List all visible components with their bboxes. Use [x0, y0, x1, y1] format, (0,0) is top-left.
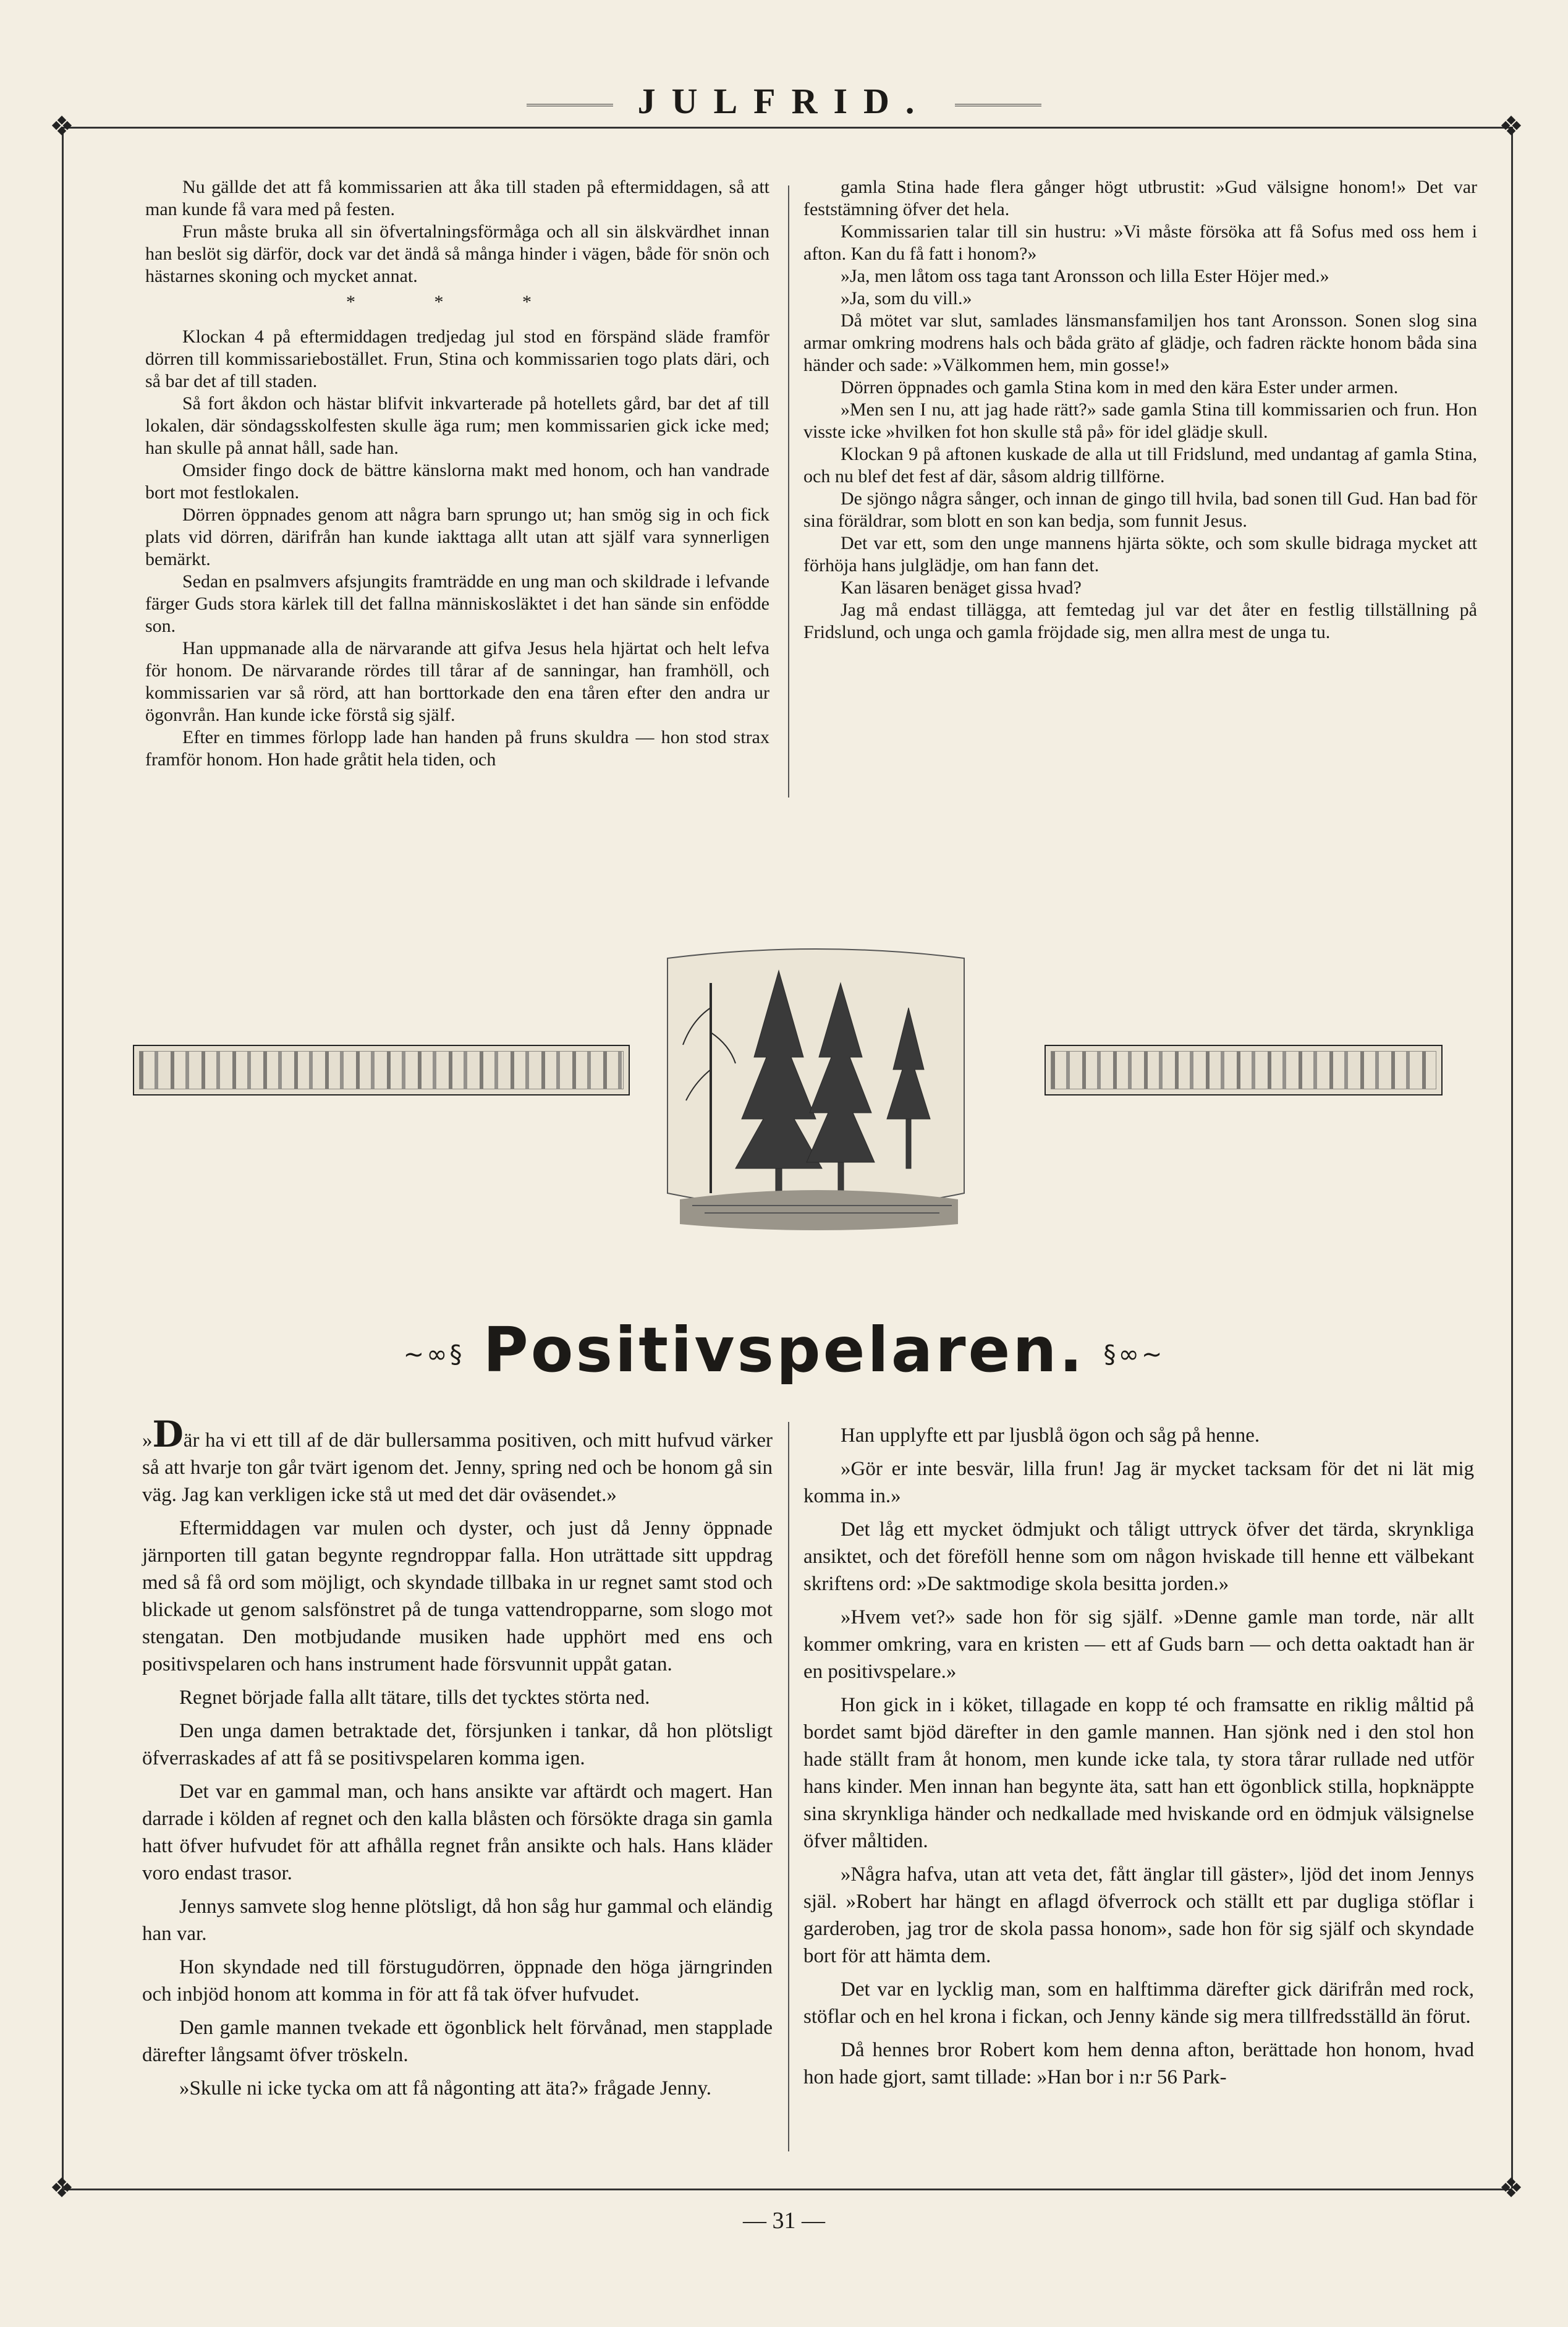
- story-left-column: [142, 1413, 773, 2108]
- corner-ornament-icon: ❖: [1499, 111, 1524, 142]
- title-ornament-left: ~∞§: [403, 1340, 465, 1369]
- paragraph: »Ja, men låtom oss taga tant Aronsson och lilla Ester Höjer med.»: [841, 266, 1329, 286]
- section1-right-column: [803, 176, 1477, 644]
- story-left-paragraphs: [142, 1515, 773, 2102]
- paragraph: Frun måste bruka all sin öfvertalningsförmåga och all sin älskvärdhet innan han beslöt sig därför, dock var det ändå så många hinder i vägen, både för snön och hästarnes skoning och mycket annat.: [145, 221, 769, 286]
- paragraph: gamla Stina hade flera gånger högt utbrustit: »Gud välsigne honom!» Det var feststämning öfver det hela.: [803, 177, 1477, 219]
- paragraph: »Ja, som du vill.»: [841, 288, 972, 308]
- paragraph: Eftermiddagen var mulen och dyster, och just då Jenny öppnade järnporten till gatan begynte regndroppar falla. Hon uträttade sitt uppdrag med så få ord som möjligt, och skyndade tillbaka in ur regnet samt stod och blickade ut genom salsfönstret på de tunga vattendropparne, som slogo mot stengatan. Den motbjudande musiken hade upphört med ens och positivspelaren och hans instrument hade försvunnit uppåt gatan.: [142, 1517, 773, 1675]
- paragraph: »Hvem vet?» sade hon för sig själf. »Denne gamle man torde, när allt kommer omkring, vara en kristen — ett af Guds barn — och detta oaktadt han är en positivspelare.»: [803, 1606, 1474, 1683]
- paragraph: Klockan 9 på aftonen kuskade de alla ut till Fridslund, med undantag af gamla Stina, och nu blef det fest af där, såsom aldrig tillförne.: [803, 444, 1477, 487]
- paragraph: »Några hafva, utan att veta det, fått änglar till gäster», ljöd det inom Jennys själ. »Robert har hängt en aflagd öfverrock och ställt ett par dugliga stöflar i garderoben, jag tror de skola passa honom», sade hon för sig själf och skyndade bort för att hämta dem.: [803, 1863, 1474, 1967]
- paragraph: Så fort åkdon och hästar blifvit inkvarterade på hotellets gård, bar det af till lokalen, där söndagsskolfesten skulle äga rum; men kommissarien gick icke med; han skulle på annat håll, sade han.: [145, 393, 769, 458]
- paragraph: Då mötet var slut, samlades länsmansfamiljen hos tant Aronsson. Sonen slog sina armar omkring modrens hals och båda gräto af glädje, och fadren räckte honom båda sina händer och sade: »Välkommen hem, min gosse!»: [803, 310, 1477, 375]
- paragraph: Det var ett, som den unge mannens hjärta sökte, och som skulle bidraga mycket att förhöja hans julglädje, om han fann det.: [803, 533, 1477, 576]
- paragraph: »Gör er inte besvär, lilla frun! Jag är mycket tacksam för det ni lät mig komma in.»: [803, 1458, 1474, 1507]
- story-title-text: Positivspelaren.: [483, 1314, 1085, 1386]
- corner-ornament-icon: ❖: [49, 111, 74, 142]
- paragraph: Klockan 4 på eftermiddagen tredjedag jul stod en förspänd släde framför dörren till kommissariebostället. Frun, Stina och kommissarien togo plats däri, och så bar det af till staden.: [145, 326, 769, 391]
- column-divider: [788, 1422, 789, 2151]
- forest-engraving: [655, 934, 977, 1243]
- paragraph: Regnet började falla allt tätare, tills det tycktes störta ned.: [179, 1687, 650, 1709]
- page-number: — 31 —: [743, 2208, 825, 2234]
- paragraph: Den gamle mannen tvekade ett ögonblick helt förvånad, men stapplade därefter långsamt öfver tröskeln.: [142, 2017, 773, 2066]
- first-paragraph-rest: är ha vi ett till af de där bullersamma positiven, och mitt hufvud värker så att hvarje ton går tvärt igenom det. Jenny, spring ned och be honom gå sin väg. Jag kan verkligen icke stå ut med det där oväsendet.»: [142, 1429, 773, 1506]
- story-right-column: [803, 1422, 1474, 2097]
- section-break-stars: * * *: [346, 292, 569, 312]
- frame-left-rule: [62, 127, 64, 2189]
- story-title: [0, 1314, 1568, 1386]
- paragraph: Det låg ett mycket ödmjukt och tåligt uttryck öfver det tärda, skrynkliga ansiktet, och det föreföll henne som om någon hviskade till henne ett välbekant skriftens ord: »De saktmodige skola besitta jorden.»: [803, 1518, 1474, 1595]
- paragraph: Hon gick in i köket, tillagade en kopp té och framsatte en riklig måltid på bordet samt bjöd därefter in den gamle mannen. Han sjönk ned i den stol hon hade ställt fram åt honom, men kunde icke tala, ty stora tårar rullade ned utför hans kinder. Men innan han begynte äta, satt han ett ögonblick stilla, hopknäppte sina skrynkliga händer och nedkallade med hviskande ord en ödmjuk välsignelse öfver måltiden.: [803, 1694, 1474, 1852]
- paragraph: Nu gällde det att få kommissarien att åka till staden på eftermiddagen, så att man kunde få vara med på festen.: [145, 177, 769, 219]
- paragraph: »Men sen I nu, att jag hade rätt?» sade gamla Stina till kommissarien och frun. Hon visste icke »hvilken fot hon skulle stå på» för idel glädje skull.: [803, 399, 1477, 442]
- header-rule-left: [527, 104, 613, 106]
- dropcap: D: [152, 1413, 184, 1455]
- paragraph: Dörren öppnades genom att några barn sprungo ut; han smög sig in och fick plats vid dörren, därifrån han kunde iakttaga allt utan att själf vara synnerligen bemärkt.: [145, 504, 769, 569]
- running-header: [0, 80, 1568, 122]
- paragraph: Jennys samvete slog henne plötsligt, då hon såg hur gammal och eländig han var.: [142, 1895, 773, 1945]
- paragraph: Sedan en psalmvers afsjungits framträdde en ung man och skildrade i lefvande färger Guds stora kärlek till det fallna människosläktet i det han sände sin enfödde son.: [145, 571, 769, 636]
- title-ornament-right: §∞~: [1103, 1340, 1165, 1369]
- paragraph: Han uppmanade alla de närvarande att gifva Jesus hela hjärtat och helt lefva för honom. De närvarande rördes till tårar af de sanningar, han framhöll, och kommissarien var så rörd, att han borttorkade den ena tåren efter den andra ur ögonvrån. Han kunde icke förstå sig själf.: [145, 638, 769, 725]
- paragraph: Jag må endast tillägga, att femtedag jul var det åter en festlig tillställning på Fridslund, och unga och gamla fröjdade sig, men allra mest de unga tu.: [803, 600, 1477, 642]
- header-rule-right: [955, 104, 1041, 106]
- corner-ornament-icon: ❖: [49, 2172, 74, 2204]
- paragraph: Han upplyfte ett par ljusblå ögon och såg på henne.: [841, 1424, 1260, 1447]
- paragraph: Kommissarien talar till sin hustru: »Vi måste försöka att få Sofus med oss hem i afton. Kan du få fatt i honom?»: [803, 221, 1477, 264]
- story-first-paragraph: [142, 1413, 773, 1508]
- journal-title: JULFRID.: [637, 81, 931, 121]
- decorative-border-band: [1045, 1045, 1443, 1095]
- paragraph: Den unga damen betraktade det, försjunken i tankar, då hon plötsligt öfverraskades af att få se positivspelaren komma igen.: [142, 1720, 773, 1769]
- frame-top-rule: [62, 127, 1511, 129]
- column-divider: [788, 185, 789, 798]
- section1-left-column: [145, 176, 769, 771]
- paragraph: Det var en gammal man, och hans ansikte var aftärdt och magert. Han darrade i kölden af regnet och den kalla blåsten och försökte draga sin gamla hatt öfver hufvudet för att afhålla regnet från ansikte och hals. Hans kläder voro endast trasor.: [142, 1780, 773, 1884]
- paragraph: Efter en timmes förlopp lade han handen på fruns skuldra — hon stod strax framför honom. Hon hade gråtit hela tiden, och: [145, 727, 769, 770]
- paragraph: Kan läsaren benäget gissa hvad?: [841, 577, 1082, 598]
- paragraph: Det var en lycklig man, som en halftimma därefter gick därifrån med rock, stöflar och en hel krona i fickan, och Jenny kände sig mera tillfredsställd än förut.: [803, 1978, 1474, 2028]
- paragraph: »Skulle ni icke tycka om att få någonting att äta?» frågade Jenny.: [179, 2077, 712, 2099]
- paragraph: Då hennes bror Robert kom hem denna afton, berättade hon honom, hvad hon hade gjort, samt tillade: »Han bor i n:r 56 Park-: [803, 2039, 1474, 2088]
- paragraph: Omsider fingo dock de bättre känslorna makt med honom, och han vandrade bort mot festlokalen.: [145, 460, 769, 503]
- dropcap-prefix: »: [142, 1429, 153, 1452]
- frame-bottom-rule: [62, 2189, 1511, 2190]
- paragraph: Hon skyndade ned till förstugudörren, öppnade den höga järngrinden och inbjöd honom att komma in för att få tak öfver hufvudet.: [142, 1956, 773, 2006]
- paragraph: Dörren öppnades och gamla Stina kom in med den kära Ester under armen.: [841, 377, 1399, 398]
- frame-right-rule: [1511, 127, 1513, 2189]
- corner-ornament-icon: ❖: [1499, 2172, 1524, 2204]
- decorative-border-band: [133, 1045, 630, 1095]
- paragraph: De sjöngo några sånger, och innan de gingo till hvila, bad sonen till Gud. Han bad för sina föräldrar, som blott en son kan bedja, som funnit Jesus.: [803, 488, 1477, 531]
